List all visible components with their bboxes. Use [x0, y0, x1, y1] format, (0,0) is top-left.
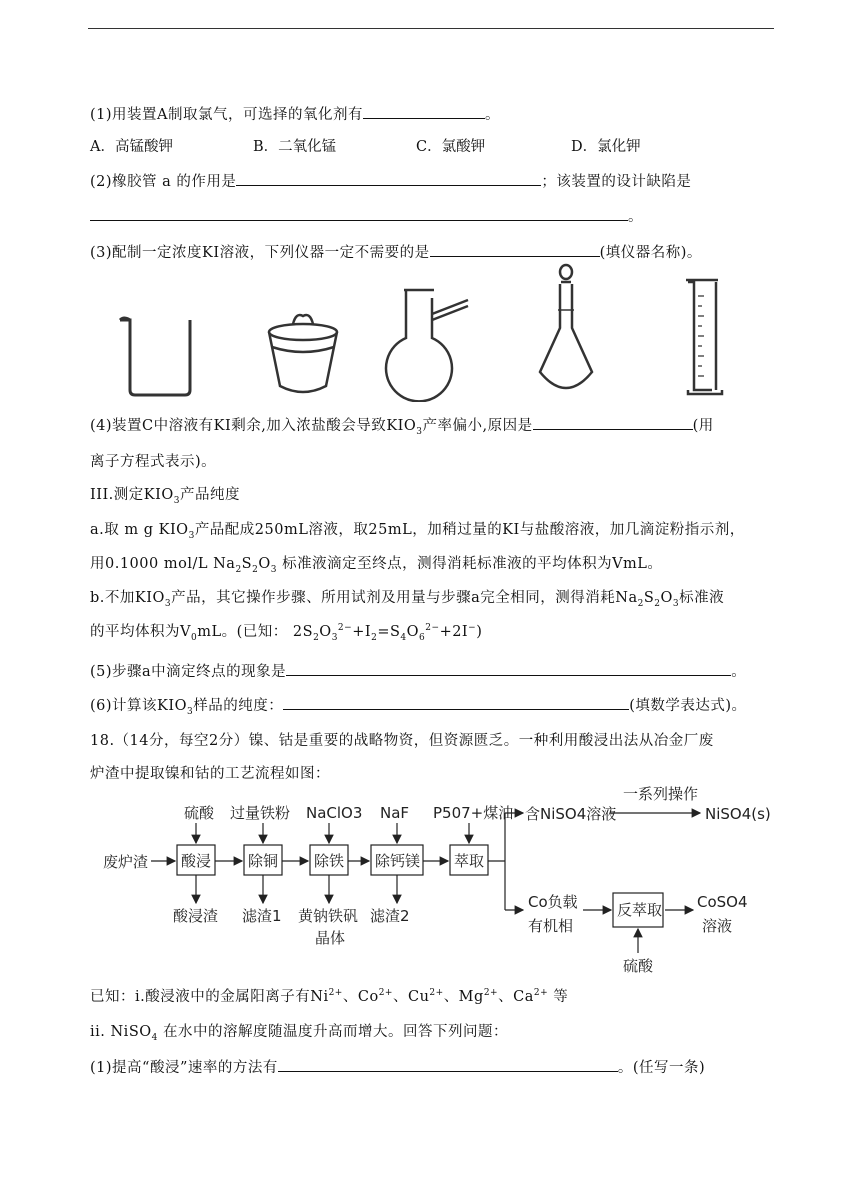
waste-4: 滤渣2: [370, 907, 410, 925]
question-2-line2: 。: [90, 205, 643, 226]
volumetric-flask-icon: [540, 265, 592, 388]
product-bottom-1: CoSO4: [697, 893, 748, 911]
flow-start: 废炉渣: [103, 853, 149, 871]
svg-text:酸浸: 酸浸: [181, 852, 212, 870]
svg-text:萃取: 萃取: [454, 852, 485, 870]
waste-1: 酸浸渣: [173, 907, 219, 925]
instruments-figure: [110, 262, 750, 402]
reagent-1: 硫酸: [184, 804, 215, 822]
answer-blank[interactable]: [363, 104, 485, 119]
crucible-icon: [269, 315, 337, 392]
answer-blank[interactable]: [430, 242, 600, 257]
answer-blank[interactable]: [236, 171, 541, 186]
question-4-line2: 离子方程式表示)。: [90, 454, 217, 470]
process-flow-diagram: [95, 785, 775, 980]
branch-bottom-1: Co负载: [528, 893, 578, 911]
question-18-line2: 炉渣中提取镍和钴的工艺流程如图：: [90, 766, 330, 782]
branch-top-label: 含NiSO4溶液: [525, 805, 617, 823]
step-a-line2: 用0.1000 mol/L $Na_2S_2O_3$ 标准液滴定至终点，测得消耗标准液的平均体积为VmL。: [90, 556, 663, 575]
question-last: (1)提高“酸浸”速率的方法有 。(任写一条): [90, 1056, 705, 1077]
known-ii: ii. NiSO$_4$ 在水中的溶解度随温度升高而增大。回答下列问题：: [90, 1024, 508, 1043]
question-4: (4)装置C中溶液有KI剩余,加入浓盐酸会导致$KIO_3$产率偏小,原因是 (用: [90, 414, 714, 437]
answer-blank[interactable]: [90, 206, 628, 221]
header-rule: [88, 28, 774, 29]
distilling-flask-icon: [386, 290, 468, 401]
option-a: A．高锰酸钾: [90, 139, 173, 155]
question-3: (3)配制一定浓度KI溶液，下列仪器一定不需要的是 (填仪器名称)。: [90, 241, 702, 262]
answer-blank[interactable]: [286, 661, 731, 676]
question-2: (2)橡胶管 a 的作用是 ；该装置的设计缺陷是: [90, 170, 691, 191]
reagent-4: NaF: [380, 804, 410, 822]
step-b-line2: 的平均体积为$V_0mL$。(已知： $2S_2O_3^{2-}+I_2=S_4O_6^{2-}+2I^-$): [90, 623, 483, 643]
question-6: (6)计算该$KIO_3$样品的纯度： (填数学表达式)。: [90, 694, 747, 717]
acid-bottom: 硫酸: [623, 957, 654, 975]
series-ops-label: 一系列操作: [623, 785, 699, 803]
question-5: (5)步骤a中滴定终点的现象是 。: [90, 660, 746, 681]
product-bottom-2: 溶液: [702, 917, 733, 935]
waste-3: 黄钠铁矾: [298, 907, 359, 925]
reagent-5: P507+煤油: [433, 804, 514, 822]
question-18-line1: 18.（14分，每空2分）镍、钴是重要的战略物资，但资源匮乏。一种利用酸浸出法从冶金厂废: [90, 733, 714, 749]
answer-blank[interactable]: [533, 415, 693, 430]
branch-bottom-2: 有机相: [528, 917, 574, 935]
graduated-cylinder-icon: [686, 280, 722, 394]
beaker-icon: [120, 318, 190, 395]
reagent-3: NaClO3: [306, 804, 363, 822]
answer-blank[interactable]: [283, 695, 629, 710]
svg-text:除钙镁: 除钙镁: [375, 852, 421, 870]
waste-2: 滤渣1: [242, 907, 282, 925]
question-1: (1)用装置A制取氯气，可选择的氧化剂有 。: [90, 103, 500, 124]
known-equation: $2S_2O_3^{2-}+I_2=S_4O_6^{2-}+2I^-$): [292, 623, 483, 643]
svg-text:除铁: 除铁: [314, 852, 345, 870]
known-i: 已知：i.酸浸液中的金属阳离子有$Ni^{2+}$、$Co^{2+}$、$Cu^{2+}$、$Mg^{2+}$、$Ca^{2+}$ 等: [90, 988, 569, 1005]
option-b: B．二氧化锰: [253, 139, 337, 155]
answer-blank[interactable]: [278, 1057, 618, 1072]
step-b-line1: b.不加$KIO_3$产品，其它操作步骤、所用试剂及用量与步骤a完全相同，测得消耗$Na_2S_2O_3$标准液: [90, 590, 725, 609]
option-c: C．氯酸钾: [416, 139, 486, 155]
svg-text:除铜: 除铜: [248, 852, 279, 870]
step-a-line1: a.取 m g $KIO_3$产品配成250mL溶液，取25mL，加稍过量的KI与盐酸溶液，加几滴淀粉指示剂，: [90, 522, 745, 541]
reagent-2: 过量铁粉: [230, 804, 291, 822]
product-top: NiSO4(s): [705, 805, 771, 823]
svg-text:反萃取: 反萃取: [617, 901, 663, 919]
section-iii-heading: III.测定$KIO_3$产品纯度: [90, 487, 240, 506]
waste-3b: 晶体: [315, 929, 346, 947]
option-d: D．氯化钾: [571, 139, 641, 155]
